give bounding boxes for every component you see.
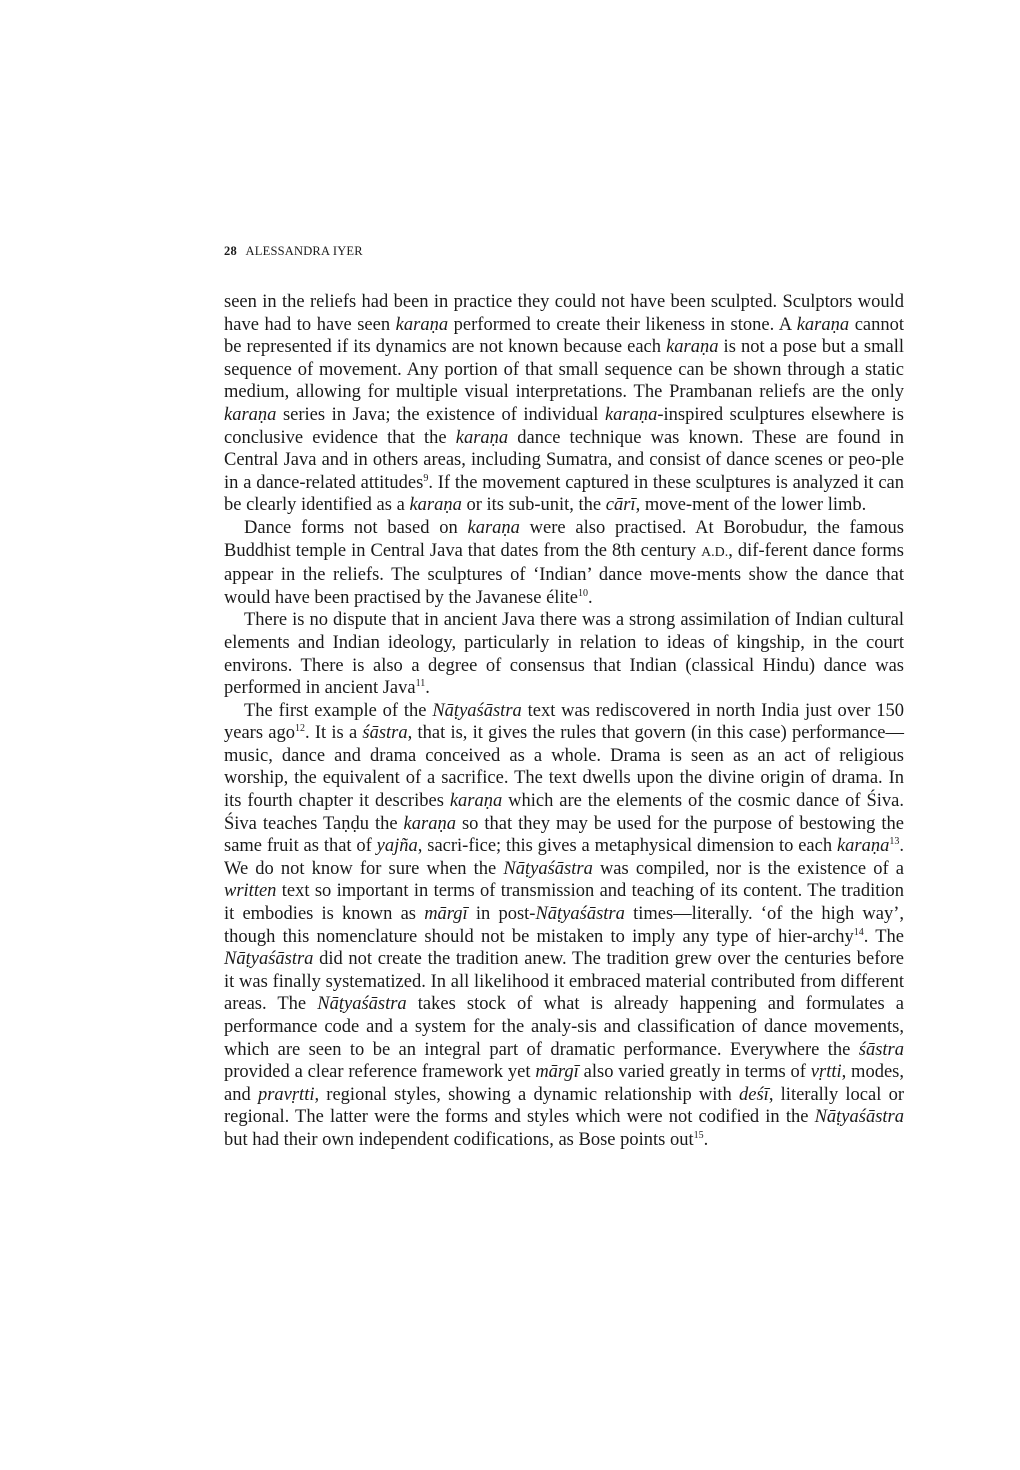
text-run: , sacri-fice; this gives a metaphysical dimension to each (417, 836, 837, 857)
italic-term: karaṇa (409, 495, 462, 516)
italic-term: mārgī (535, 1062, 579, 1083)
italic-term: karaṇa (666, 337, 719, 358)
running-head-author: ALESSANDRA IYER (245, 244, 363, 258)
text-run: The first example of the (244, 700, 433, 721)
italic-term: pravṛtti (257, 1084, 315, 1105)
text-run: did not create the tradition anew. The tradition grew over the centuries before it was finally systematized. In all likelihood it embraced material contributed from different areas. The (224, 949, 904, 1015)
text-run: . (425, 678, 430, 699)
paragraph (224, 517, 904, 609)
text-run: series in Java; the existence of individual (276, 404, 605, 425)
text-run: . We do not know for sure when the (224, 836, 904, 879)
text-run: cannot be represented if its dynamics are not known because each (224, 314, 905, 358)
italic-term: Nāṭyaśāstra (432, 700, 522, 721)
text-run: seen in the reliefs had been in practice they could not have been sculpted. Sculptors would have had to have seen (224, 292, 904, 335)
text-run: . (703, 1129, 709, 1150)
italic-term: karaṇa (604, 404, 658, 425)
italic-term: Nāṭyaśāstra (503, 858, 593, 879)
text-run: , literally local or regional. The latter were the forms and styles which were not codified in the (224, 1084, 904, 1128)
italic-term: vṛtti (810, 1062, 842, 1083)
italic-term: karaṇa (403, 813, 456, 834)
page-number: 28 (224, 244, 237, 258)
text-run: but had their own independent codifications, as Bose points out (224, 1129, 694, 1150)
text-run: times—literally. ‘of the high way’, though this nomenclature should not be mistaken to imply any type of hier-archy (224, 904, 904, 947)
footnote-ref: 12 (294, 723, 305, 735)
italic-term: yajña (376, 836, 418, 857)
italic-term: karaṇa (455, 427, 509, 448)
text-run: in post- (467, 904, 536, 925)
footnote-ref: 13 (889, 836, 900, 848)
italic-term: karaṇa (467, 517, 520, 538)
text-run: , regional styles, showing a dynamic relationship with (314, 1084, 740, 1105)
text-run: . If the movement captured in these sculptures is analyzed it can be clearly identified as a (224, 472, 904, 516)
text-run: , move-ment of the lower limb. (635, 495, 867, 516)
text-run: or its sub-unit, the (461, 495, 606, 516)
italic-term: karaṇa (395, 314, 449, 335)
italic-term: śāstra (362, 723, 408, 744)
italic-term: deśī (739, 1084, 769, 1105)
text-run: Dance forms not based on (244, 517, 468, 538)
footnote-ref: 10 (577, 587, 588, 599)
text-run: , that is, it gives the rules that govern (in this case) performance—music, dance and drama conceived as a whole. Drama is seen as an act of religious worship, the equivalent of a sacrifice. The text dwells upon the divine origin of drama. In its fourth chapter it describes (224, 723, 904, 812)
italic-term: karaṇa (449, 791, 503, 812)
text-run: which are the elements of the cosmic dance of Śiva. Śiva teaches Taṇḍu the (224, 791, 904, 834)
text-run: also varied greatly in terms of (578, 1062, 811, 1083)
running-head (224, 244, 363, 259)
italic-term: Nāṭyaśāstra (814, 1107, 904, 1128)
paragraph (224, 700, 904, 1152)
text-run: , dif-ferent dance forms appear in the reliefs. The sculptures of ‘Indian’ dance move-ments show the dance that would have been practised by the Javanese élite (224, 540, 904, 608)
italic-term: Nāṭyaśāstra (535, 904, 625, 925)
text-run: were also practised. At Borobudur, the famous Buddhist temple in Central Java that dates from the 8th century (224, 517, 905, 561)
text-run: so that they may be used for the purpose of bestowing the same fruit as that of (224, 813, 904, 857)
text-run: performed to create their likeness in stone. A (448, 314, 797, 335)
footnote-ref: 14 (853, 926, 864, 938)
paragraph (224, 609, 904, 699)
body-text (224, 291, 904, 1152)
text-run: . (587, 587, 593, 608)
italic-term: śāstra (858, 1039, 904, 1060)
italic-term: Nāṭyaśāstra (317, 994, 407, 1015)
text-run: . The (863, 926, 904, 947)
text-run: provided a clear reference framework yet (224, 1062, 536, 1083)
italic-term: written (224, 881, 277, 902)
text-run: is not a pose but a small sequence of movement. Any portion of that small sequence can be shown through a static medium, allowing for multiple visual interpretations. The Prambanan reliefs are the only (224, 337, 904, 403)
text-run: takes stock of what is already happening and formulates a performance code and a system for the analy-sis and classification of dance movements, which are seen to be an integral part of dramatic performance. Everywhere the (224, 994, 904, 1060)
italic-term: karaṇa (836, 836, 890, 857)
text-run: , modes, and (224, 1062, 904, 1105)
italic-term: karaṇa (224, 404, 277, 425)
footnote-ref: 11 (415, 677, 426, 689)
text-run: There is no dispute that in ancient Java there was a strong assimilation of Indian cultural elements and Indian ideology, particularly in relation to ideas of kingship, in the court environs. There is also a degree of consensus that Indian (classical Hindu) dance was performed in ancient Java (224, 610, 904, 699)
text-run: . It is a (304, 723, 363, 744)
footnote-ref: 9 (423, 472, 429, 484)
italic-term: cārī (605, 495, 636, 516)
footnote-ref: 15 (693, 1129, 704, 1141)
italic-term: mārgī (424, 904, 468, 925)
small-caps-text: A.D. (701, 544, 729, 560)
italic-term: Nāṭyaśāstra (224, 949, 314, 970)
text-run: text so important in terms of transmission and teaching of its content. The tradition it embodies is known as (224, 881, 904, 925)
text-run: text was rediscovered in north India just over 150 years ago (224, 700, 904, 744)
text-run: -inspired sculptures elsewhere is conclusive evidence that the (224, 404, 904, 448)
text-run: dance technique was known. These are found in Central Java and in others areas, including Sumatra, and consist of dance scenes or peo-ple in a dance-related attitudes (224, 427, 904, 493)
text-run: was compiled, nor is the existence of a (592, 858, 904, 879)
paragraph (224, 291, 904, 517)
italic-term: karaṇa (796, 314, 850, 335)
